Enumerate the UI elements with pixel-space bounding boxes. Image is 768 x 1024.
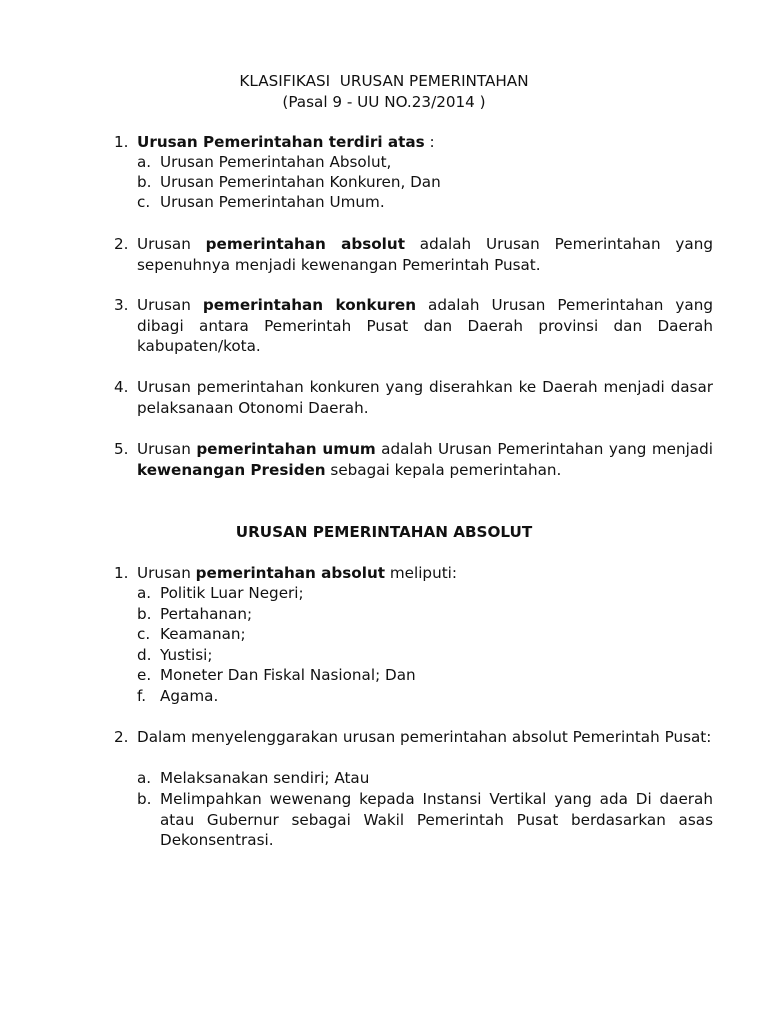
sub-text: Melaksanakan sendiri; Atau	[160, 769, 370, 787]
list-item-4	[114, 377, 713, 418]
document-subtitle: (Pasal 9 - UU NO.23/2014 )	[282, 93, 486, 111]
absolut-item-1	[114, 563, 713, 584]
list-number: 1.	[114, 564, 129, 582]
text: Urusan	[137, 235, 206, 253]
sub-text: Moneter Dan Fiskal Nasional; Dan	[160, 666, 416, 684]
sub-text: Politik Luar Negeri;	[160, 584, 304, 602]
list-number: 3.	[114, 296, 129, 314]
bold-text: pemerintahan absolut	[205, 235, 405, 253]
sub-letter: a.	[137, 153, 152, 171]
text: Urusan	[137, 564, 196, 582]
sub-item-a	[137, 768, 713, 789]
sub-item-b	[137, 172, 713, 193]
document-title: KLASIFIKASI URUSAN PEMERINTAHAN	[239, 72, 529, 90]
sub-letter: c.	[137, 625, 151, 643]
list-number: 1.	[114, 133, 129, 151]
list-item-3	[114, 295, 713, 357]
sub-item-d	[137, 645, 713, 666]
sub-text: Urusan Pemerintahan Absolut,	[160, 153, 392, 171]
text: adalah Urusan Pemerintahan yang sepenuhnya menjadi kewenangan Pemerintah Pusat.	[137, 235, 713, 274]
sub-letter: a.	[137, 584, 152, 602]
sub-text: Agama.	[160, 687, 219, 705]
sub-text: Yustisi;	[160, 646, 213, 664]
sub-item-b	[137, 789, 713, 851]
text: Urusan	[137, 296, 203, 314]
absolut-item-2	[114, 727, 713, 748]
sub-letter: b.	[137, 605, 152, 623]
bold-text: pemerintahan konkuren	[202, 296, 417, 314]
sub-text: Urusan Pemerintahan Umum.	[160, 193, 385, 211]
sub-text: Keamanan;	[160, 625, 246, 643]
sub-letter: b.	[137, 173, 152, 191]
sub-text: Urusan Pemerintahan Konkuren, Dan	[160, 173, 441, 191]
sub-item-c	[137, 192, 713, 213]
bold-text: pemerintahan absolut	[195, 564, 386, 582]
text: Dalam menyelenggarakan urusan pemerintahan absolut Pemerintah Pusat:	[137, 728, 712, 746]
list-item-5	[114, 439, 713, 480]
text: sebagai kepala pemerintahan.	[325, 460, 562, 479]
list-number: 4.	[114, 378, 129, 396]
text: Urusan	[137, 440, 197, 458]
text: meliputi:	[385, 564, 457, 582]
text: adalah Urusan Pemerintahan yang dibagi antara Pemerintah Pusat dan Daerah provinsi dan Daerah kabupaten/kota.	[137, 296, 713, 355]
text: Urusan pemerintahan konkuren yang diserahkan ke Daerah menjadi dasar pelaksanaan Otonomi Daerah.	[137, 378, 713, 417]
sub-item-f	[137, 686, 713, 707]
list-item-2	[114, 234, 713, 275]
sub-item-a	[137, 583, 713, 604]
bold-text: pemerintahan umum	[196, 440, 376, 458]
section-heading	[0, 521, 768, 543]
list-number: 2.	[114, 235, 129, 253]
bold-text: Urusan Pemerintahan terdiri atas	[137, 133, 425, 151]
list-item-1	[114, 132, 713, 153]
sub-item-b	[137, 604, 713, 625]
sub-text: Pertahanan;	[160, 605, 253, 623]
list-number: 5.	[114, 440, 129, 458]
text: adalah Urusan Pemerintahan yang menjadi	[375, 440, 713, 458]
list-number: 2.	[114, 728, 129, 746]
sub-item-a	[137, 152, 713, 173]
bold-text: kewenangan Presiden	[137, 460, 326, 479]
sub-letter: a.	[137, 769, 152, 787]
sub-letter: b.	[137, 790, 152, 808]
sub-item-c	[137, 624, 713, 645]
text: :	[424, 133, 435, 151]
sub-text: Melimpahkan wewenang kepada Instansi Vertikal yang ada Di daerah atau Gubernur sebagai Wakil Pemerintah Pusat berdasarkan asas Dekonsentrasi.	[160, 790, 713, 849]
sub-item-e	[137, 665, 713, 686]
sub-letter: c.	[137, 193, 151, 211]
section-heading-text: URUSAN PEMERINTAHAN ABSOLUT	[235, 523, 533, 541]
sub-letter: e.	[137, 666, 152, 684]
sub-letter: f.	[137, 687, 147, 705]
sub-letter: d.	[137, 646, 152, 664]
